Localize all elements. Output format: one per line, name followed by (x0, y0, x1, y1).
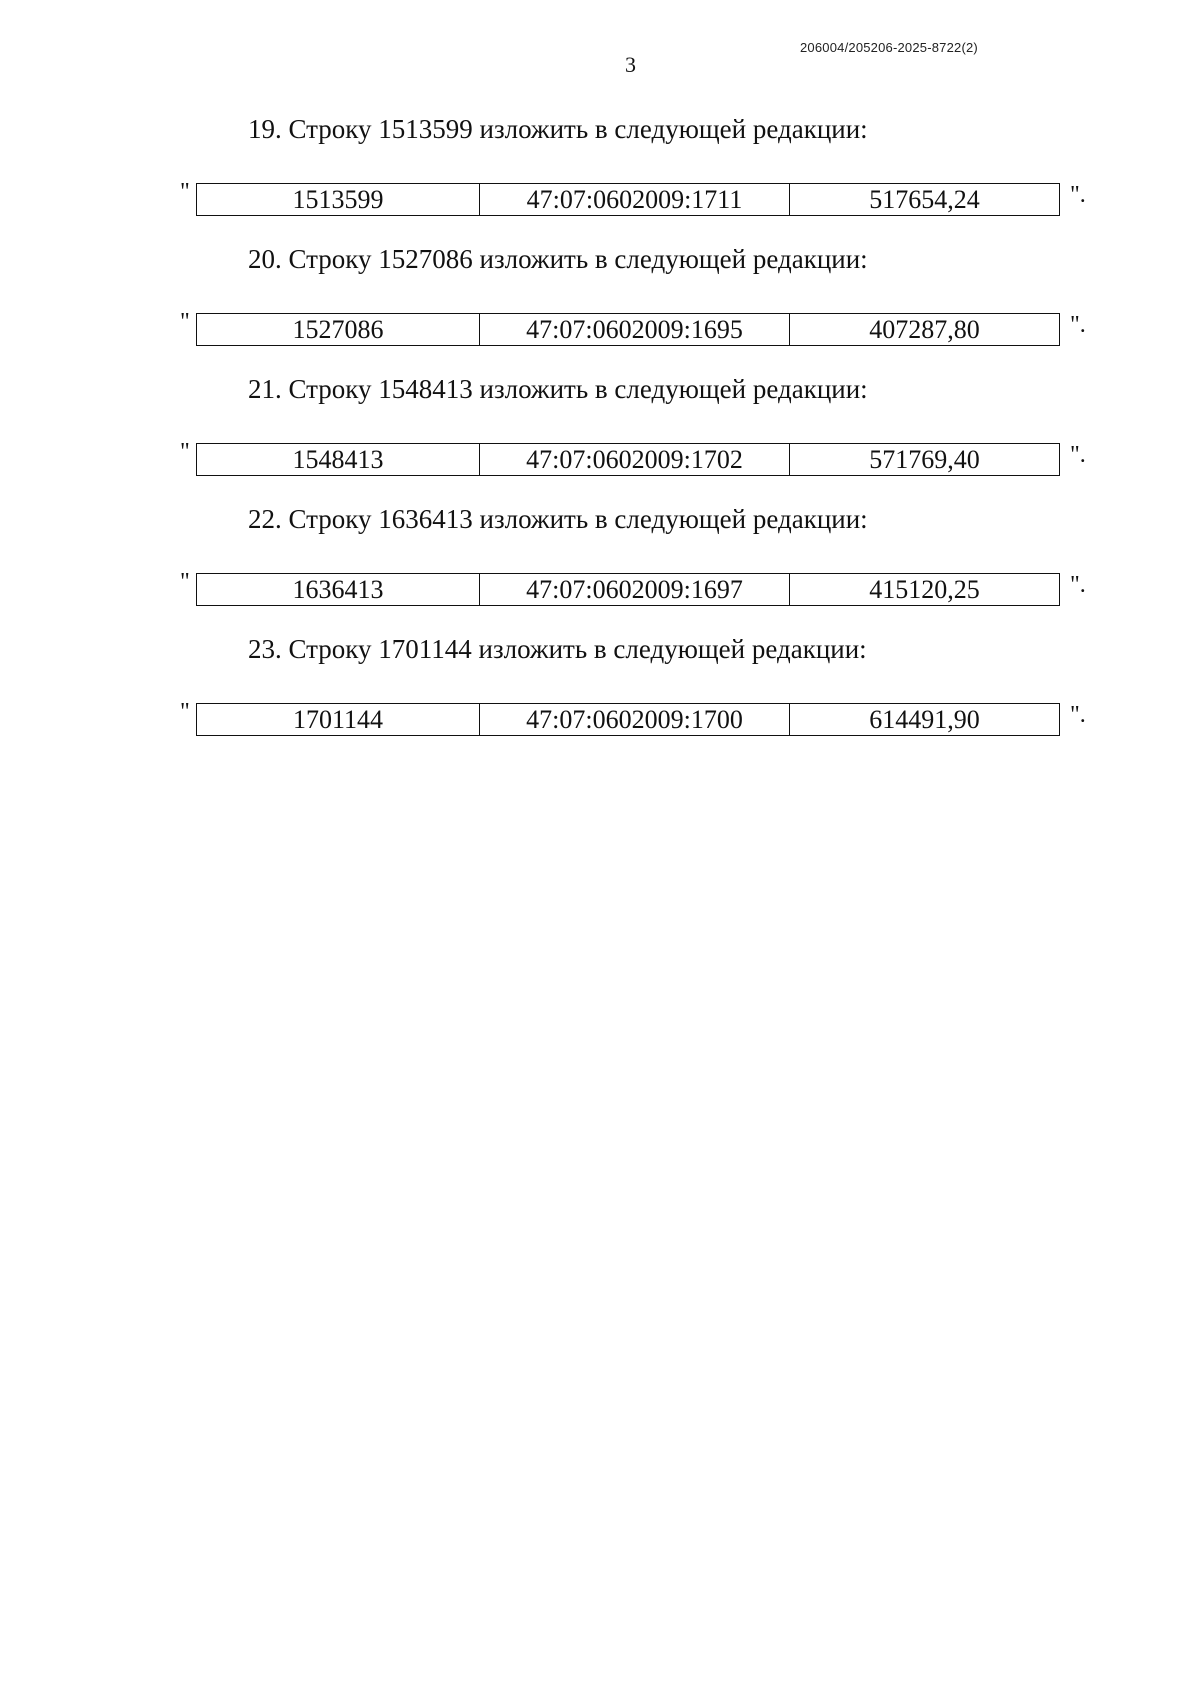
closing-quote: ". (1070, 312, 1086, 338)
amendment-text: 23. Строку 1701144 изложить в следующей редакции: (248, 634, 867, 664)
opening-quote: " (180, 699, 190, 725)
amendment-item (0, 496, 1200, 626)
replacement-row (196, 703, 1060, 736)
amendment-text: 22. Строку 1636413 изложить в следующей редакции: (248, 504, 868, 534)
amendment-list (0, 106, 1200, 756)
replacement-row (196, 183, 1060, 216)
replacement-row (196, 313, 1060, 346)
row-number-cell: 1513599 (292, 184, 384, 214)
amendment-item (0, 106, 1200, 236)
closing-quote: ". (1070, 442, 1086, 468)
amendment-text: 21. Строку 1548413 изложить в следующей редакции: (248, 374, 868, 404)
opening-quote: " (180, 309, 190, 335)
cadastral-number-cell: 47:07:0602009:1697 (479, 574, 789, 605)
opening-quote: " (180, 179, 190, 205)
replacement-row (196, 573, 1060, 606)
amendment-item (0, 366, 1200, 496)
value-cell: 407287,80 (789, 314, 1059, 345)
amendment-text: 20. Строку 1527086 изложить в следующей редакции: (248, 244, 868, 274)
closing-quote: ". (1070, 572, 1086, 598)
row-number-cell: 1701144 (292, 704, 384, 734)
row-number-cell: 1636413 (292, 574, 384, 604)
opening-quote: " (180, 439, 190, 465)
amendment-text: 19. Строку 1513599 изложить в следующей редакции: (248, 114, 868, 144)
row-number-cell: 1527086 (292, 314, 384, 344)
amendment-item (0, 626, 1200, 756)
opening-quote: " (180, 569, 190, 595)
closing-quote: ". (1070, 702, 1086, 728)
value-cell: 517654,24 (789, 184, 1059, 215)
cadastral-number-cell: 47:07:0602009:1695 (479, 314, 789, 345)
cadastral-number-cell: 47:07:0602009:1711 (479, 184, 789, 215)
value-cell: 571769,40 (789, 444, 1059, 475)
document-id: 206004/205206-2025-8722(2) (800, 40, 978, 55)
value-cell: 614491,90 (789, 704, 1059, 735)
replacement-row (196, 443, 1060, 476)
amendment-item (0, 236, 1200, 366)
value-cell: 415120,25 (789, 574, 1059, 605)
cadastral-number-cell: 47:07:0602009:1702 (479, 444, 789, 475)
cadastral-number-cell: 47:07:0602009:1700 (479, 704, 789, 735)
row-number-cell: 1548413 (292, 444, 384, 474)
page-number: 3 (625, 52, 636, 77)
closing-quote: ". (1070, 182, 1086, 208)
